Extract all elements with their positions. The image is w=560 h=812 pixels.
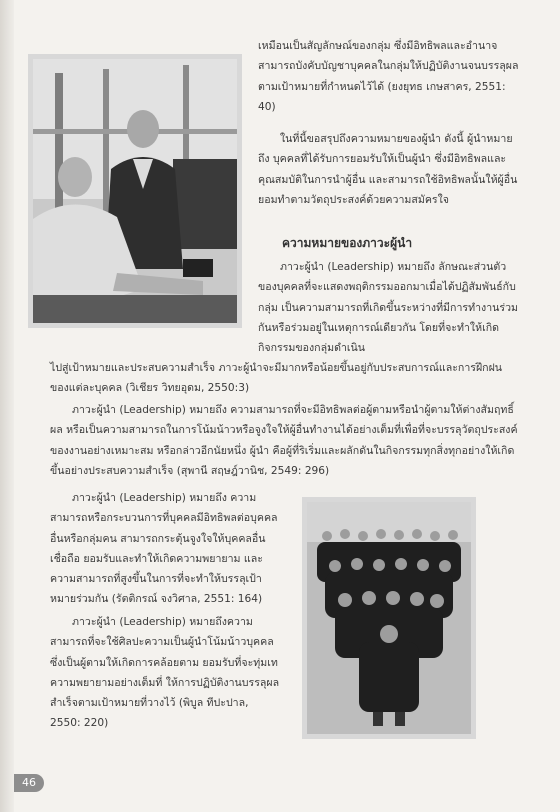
page-binding-edge (0, 0, 14, 812)
paragraph-continuation: เหมือนเป็นสัญลักษณ์ของกลุ่ม ซึ่งมีอิทธิพลและอำนาจ สามารถบังคับบัญชาบุคคลในกลุ่มให้ปฏิบัติงานจนบรรลุผลตามเป้าหมายที่กำหนดไว้ได้ (ยงยุทธ เกษสาคร, 2551: 40) (258, 40, 519, 113)
paragraph-leadership-definition-4: ภาวะผู้นำ (Leadership) หมายถึงความสามารถที่จะใช้ศิลปะความเป็นผู้นำโน้มน้าวบุคคลซึ่งเป็นผู้ตามให้เกิดการคล้อยตาม ยอมรับที่จะทุ่มเทความพยายามอย่างเต็มที่ ให้การปฏิบัติงานบรรลุผลสำเร็จตามเป้าหมายที่วางไว้ (พิบูล ทีปะปาล, 2550: 220) (50, 616, 280, 730)
business-team-photo (302, 497, 476, 739)
paragraph-leadership-definition-1-continued: ไปสู่เป้าหมายและประสบความสำเร็จ ภาวะผู้นำจะมีมากหรือน้อยขึ้นอยู่กับประสบการณ์และการฝึกฝนของแต่ละบุคคล (วิเชียร วิทยอุดม, 2550:3) (50, 362, 503, 395)
business-meeting-photo (28, 54, 242, 328)
section-heading: ความหมายของภาวะผู้นำ (282, 236, 413, 250)
paragraph-leadership-definition-3: ภาวะผู้นำ (Leadership) หมายถึง ความสามารถหรือกระบวนการที่บุคคลมีอิทธิพลต่อบุคคลอื่นหรือกลุ่มคน สามารถกระตุ้นจูงใจให้บุคคลอื่นเชื่อถือ ยอมรับและทำให้เกิดความพยายาม และความสามารถที่สูงขึ้นในการที่จะทำให้บรรลุเป้าหมายร่วมกัน (รัตติกรณ์ จงวิศาล, 2551: 164) (50, 492, 278, 606)
paragraph-leader-summary: ในที่นี้ขอสรุปถึงความหมายของผู้นำ ดังนี้ ผู้นำหมายถึง บุคคลที่ได้รับการยอมรับให้เป็นผู้นำ ซึ่งมีอิทธิพลและคุณสมบัติในการนำผู้อื่น และสามารถใช้อิทธิพลนั้นให้ผู้อื่นยอมทำตามวัตถุประสงค์ด้วยความสมัครใจ (258, 133, 518, 206)
paragraph-leadership-definition-2: ภาวะผู้นำ (Leadership) หมายถึง ความสามารถที่จะมีอิทธิพลต่อผู้ตามหรือนำผู้ตามให้ต่างสัมฤทธิ์ผล หรือเป็นความสามารถในการโน้มน้าวหรือจูงใจให้ผู้อื่นทำงานได้อย่างเต็มที่เพื่อที่จะบรรลุวัตถุประสงค์ของงานอย่างเหมาะสม หรือกล่าวอีกนัยหนึ่ง ผู้นำ คือผู้ที่ริเริ่มและผลักดันในกิจกรรมทุกสิ่งทุกอย่างให้เกิดขึ้นอย่างประสบความสำเร็จ (สุพานี สฤษฎ์วานิช, 2549: 296) (50, 404, 518, 477)
page-number: 46 (14, 774, 44, 792)
paragraph-leadership-definition-1: ภาวะผู้นำ (Leadership) หมายถึง ลักษณะส่วนตัวของบุคคลที่จะแสดงพฤติกรรมออกมาเมื่อได้ปฏิสัมพันธ์กับกลุ่ม เป็นความสามารถที่เกิดขึ้นระหว่างที่มีการทำงานร่วมกันหรือร่วมอยู่ในเหตุการณ์เดียวกัน โดยที่จะทำให้เกิดกิจกรรมของกลุ่มดำเนิน (258, 261, 519, 355)
